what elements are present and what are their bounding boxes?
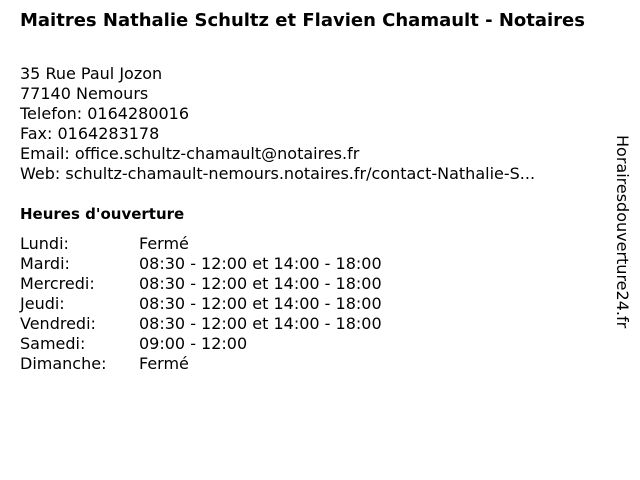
day-label: Vendredi: [20, 314, 96, 333]
hours-row [20, 314, 382, 334]
city-postal: 77140 Nemours [20, 84, 149, 103]
hours-row [20, 234, 382, 254]
time-value: Fermé [139, 234, 189, 253]
hours-row [20, 254, 382, 274]
contact-info [20, 64, 535, 184]
hours-row [20, 294, 382, 314]
time-value: 09:00 - 12:00 [139, 334, 248, 353]
hours-row [20, 334, 382, 354]
hours-row [20, 354, 382, 374]
hours-row [20, 274, 382, 294]
phone-number: Telefon: 0164280016 [20, 104, 190, 123]
hours-heading: Heures d'ouverture [20, 205, 185, 223]
street-address: 35 Rue Paul Jozon [20, 64, 163, 83]
website-url: Web: schultz-chamault-nemours.notaires.fr/contact-Nathalie-S... [20, 164, 536, 183]
day-label: Jeudi: [20, 294, 65, 313]
day-label: Dimanche: [20, 354, 107, 373]
time-value: 08:30 - 12:00 et 14:00 - 18:00 [139, 294, 382, 313]
time-value: Fermé [139, 354, 189, 373]
hours-table [20, 234, 382, 374]
page-title: Maitres Nathalie Schultz et Flavien Chamault - Notaires [20, 10, 585, 31]
time-value: 08:30 - 12:00 et 14:00 - 18:00 [139, 314, 382, 333]
day-label: Samedi: [20, 334, 86, 353]
fax-number: Fax: 0164283178 [20, 124, 160, 143]
time-value: 08:30 - 12:00 et 14:00 - 18:00 [139, 254, 382, 273]
email-address: Email: office.schultz-chamault@notaires.fr [20, 144, 360, 163]
day-label: Lundi: [20, 234, 69, 253]
day-label: Mercredi: [20, 274, 95, 293]
site-watermark: Horairesdouverture24.fr [613, 135, 632, 329]
time-value: 08:30 - 12:00 et 14:00 - 18:00 [139, 274, 382, 293]
day-label: Mardi: [20, 254, 70, 273]
